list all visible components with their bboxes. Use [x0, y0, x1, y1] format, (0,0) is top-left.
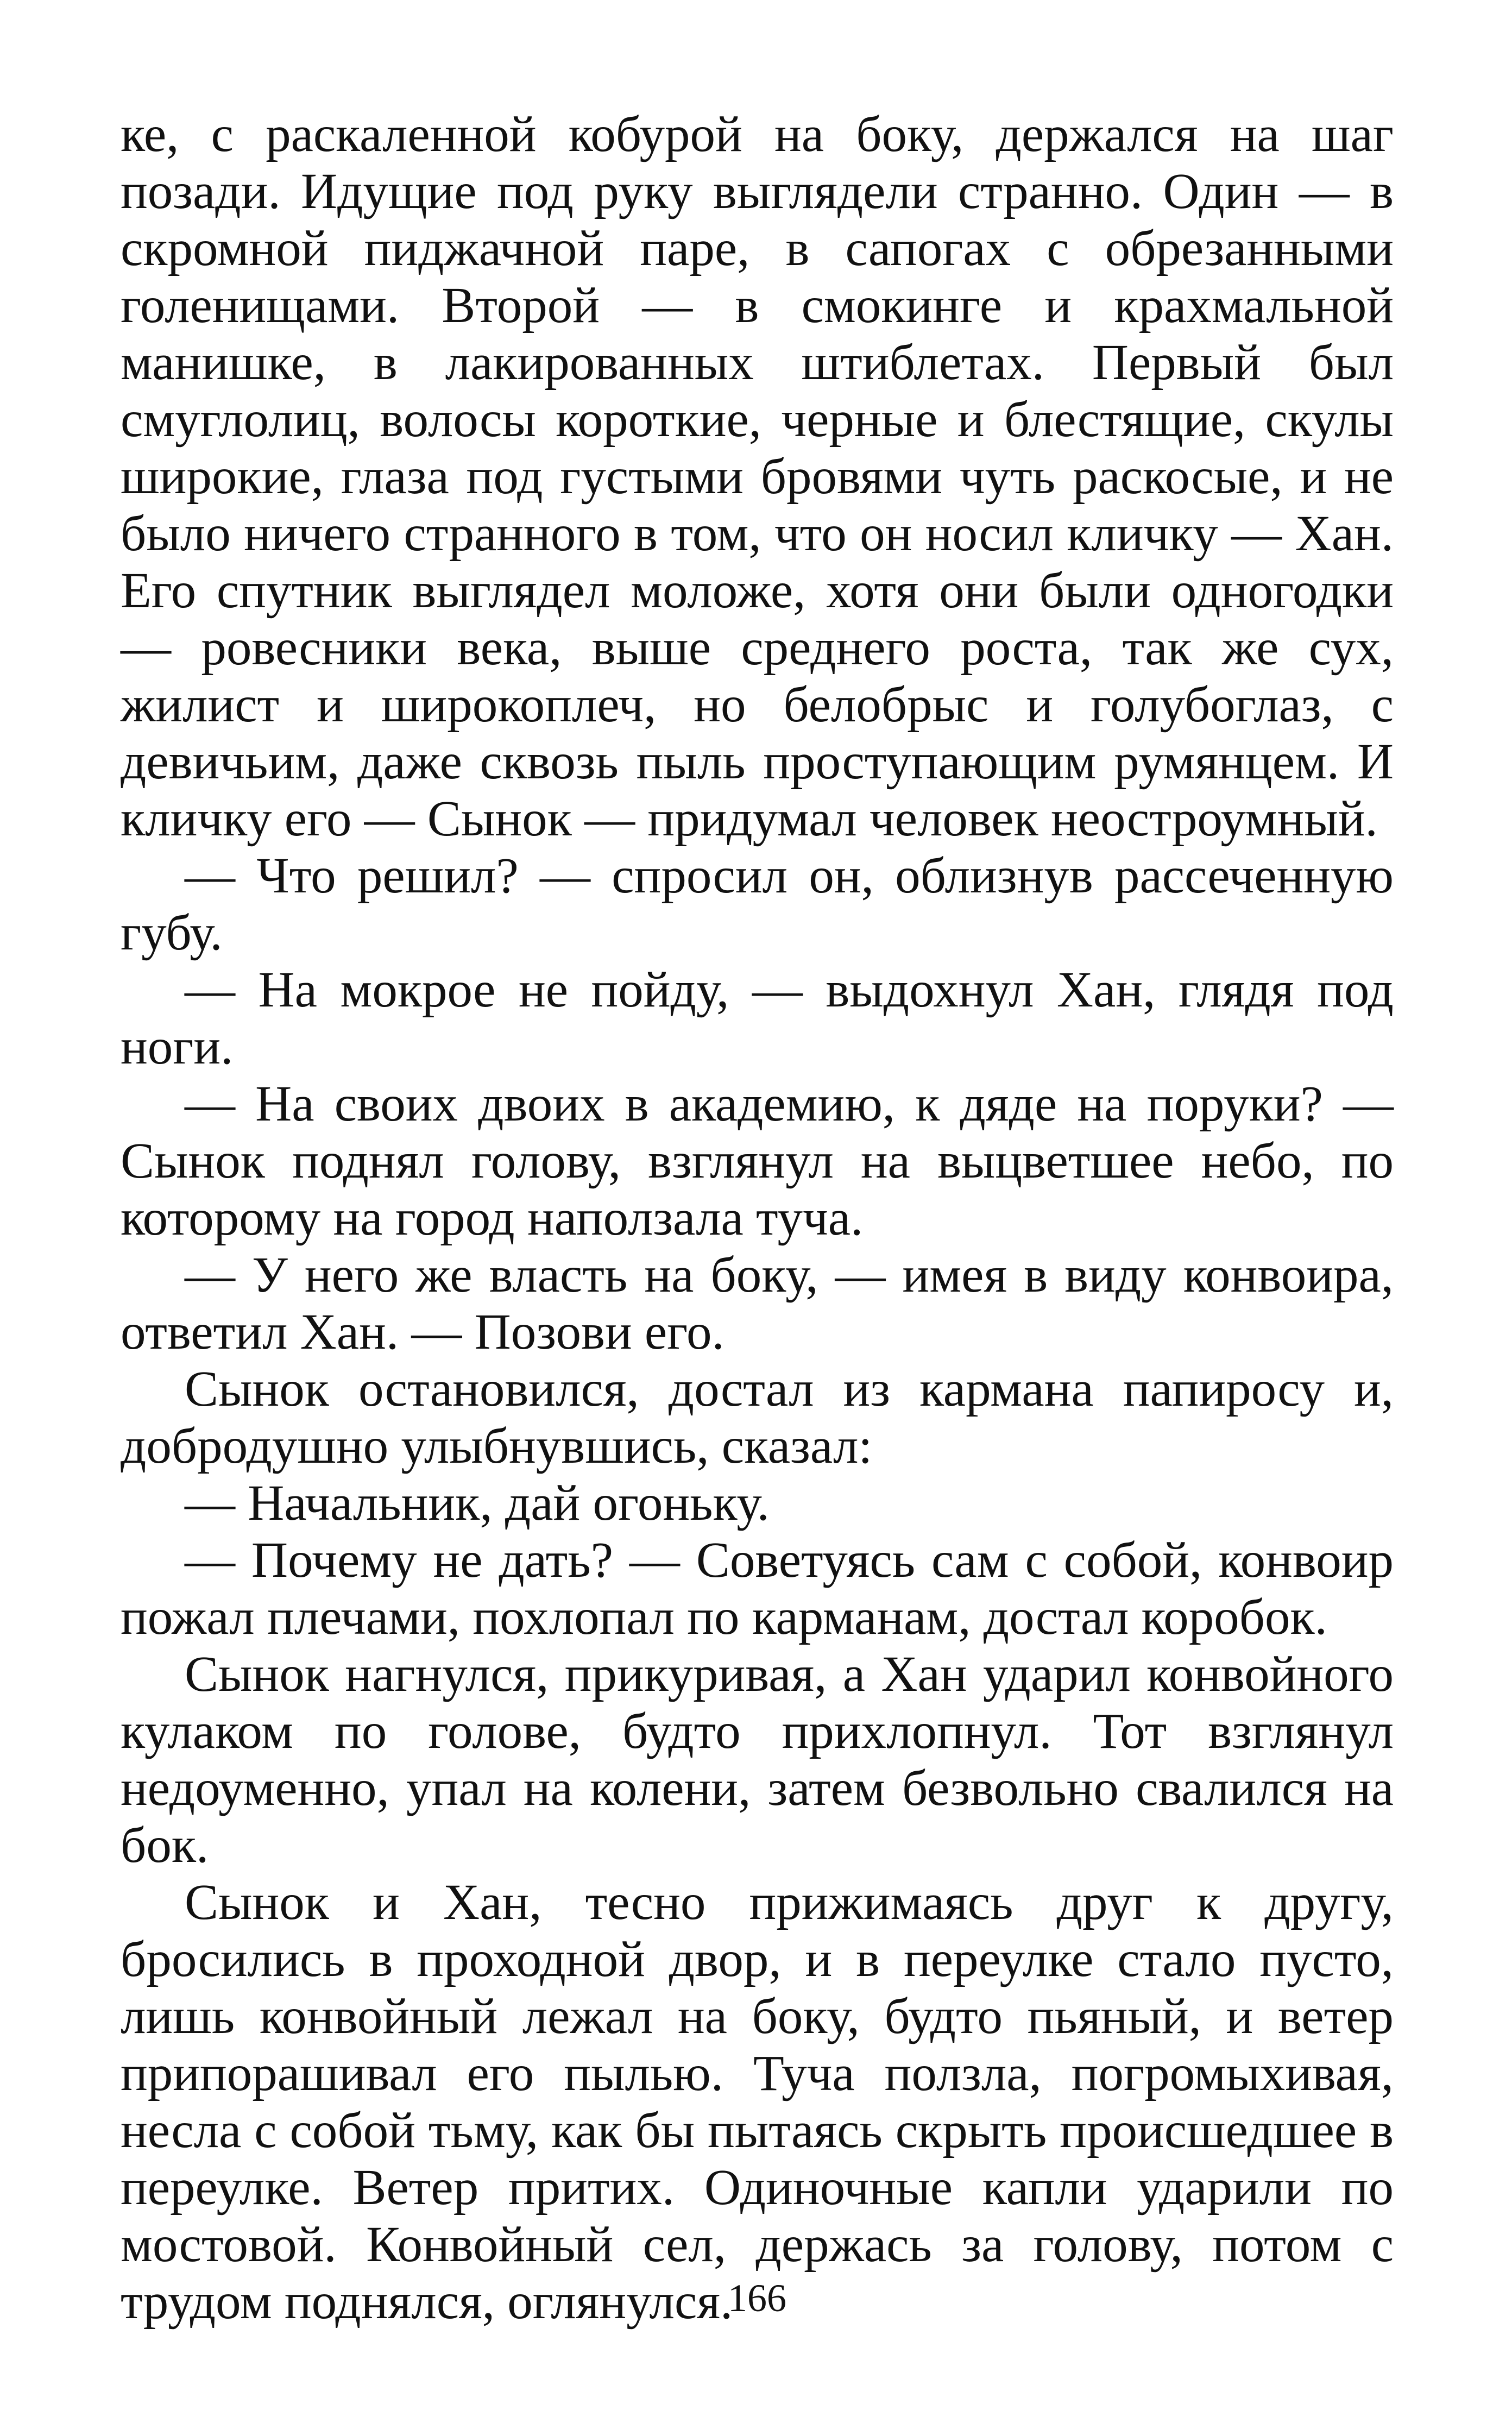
book-page	[121, 106, 1394, 2398]
paragraph-dialogue-1: — Что решил? — спросил он, облизнув рассеченную губу.	[121, 848, 1394, 961]
paragraph-continued: ке, с раскаленной кобурой на боку, держался на шаг позади. Идущие под руку выглядели странно. Один — в скромной пиджачной паре, в сапогах с обрезанными голенищами. Второй — в смокинге и крахмальной манишке, в лакированных штиблетах. Первый был смуглолиц, волосы короткие, черные и блестящие, скулы широкие, глаза под густыми бровями чуть раскосые, и не было ничего странного в том, что он носил кличку — Хан. Его спутник выглядел моложе, хотя они были одногодки — ровесники века, выше среднего роста, так же сух, жилист и широкоплеч, но белобрыс и голубоглаз, с девичьим, даже сквозь пыль проступающим румянцем. И кличку его — Сынок — придумал человек неостроумный.	[121, 106, 1394, 847]
paragraph-narrative-3: Сынок и Хан, тесно прижимаясь друг к другу, бросились в проходной двор, и в переулке стало пусто, лишь конвойный лежал на боку, будто пьяный, и ветер припорашивал его пылью. Туча ползла, погромыхивая, несла с собой тьму, как бы пытаясь скрыть происшедшее в переулке. Ветер притих. Одиночные капли ударили по мостовой. Конвойный сел, держась за голову, потом с трудом поднялся, оглянулся.	[121, 1874, 1394, 2330]
paragraph-narrative-1: Сынок остановился, достал из кармана папиросу и, добродушно улыбнувшись, сказал:	[121, 1361, 1394, 1474]
page-number: 166	[728, 2276, 786, 2320]
page-body-text	[121, 106, 1394, 2330]
paragraph-narrative-2: Сынок нагнулся, прикуривая, а Хан ударил конвойного кулаком по голове, будто прихлопнул. Тот взглянул недоуменно, упал на колени, затем безвольно свалился на бок.	[121, 1646, 1394, 1873]
paragraph-dialogue-4: — У него же власть на боку, — имея в виду конвоира, ответил Хан. — Позови его.	[121, 1247, 1394, 1360]
paragraph-dialogue-3: — На своих двоих в академию, к дяде на поруки? — Сынок поднял голову, взглянул на выцветшее небо, по которому на город наползала туча.	[121, 1076, 1394, 1246]
paragraph-dialogue-2: — На мокрое не пойду, — выдохнул Хан, глядя под ноги.	[121, 962, 1394, 1075]
paragraph-dialogue-5: — Начальник, дай огоньку.	[185, 1475, 770, 1531]
paragraph-dialogue-6: — Почему не дать? — Советуясь сам с собой, конвоир пожал плечами, похлопал по карманам, достал коробок.	[121, 1532, 1394, 1645]
